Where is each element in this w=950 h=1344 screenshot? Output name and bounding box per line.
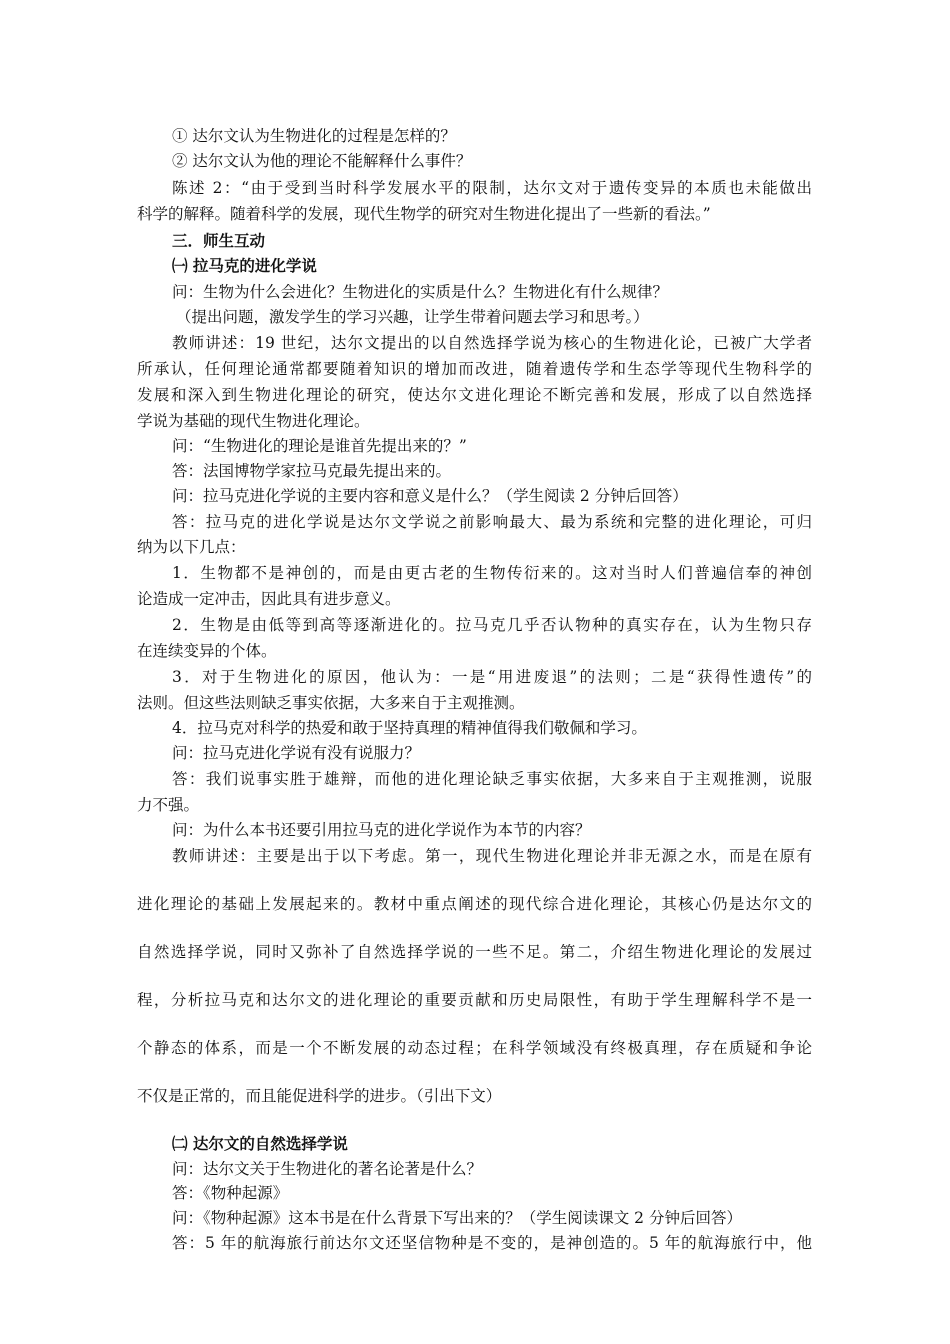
paragraph-line: 程，分析拉马克和达尔文的进化理论的重要贡献和历史局限性，有助于学生理解科学不是一 bbox=[137, 991, 812, 1009]
paragraph-line: 问：“生物进化的理论是谁首先提出来的？” bbox=[172, 437, 467, 455]
paragraph-line: 力不强。 bbox=[137, 796, 200, 814]
paragraph-line: 答：《物种起源》 bbox=[172, 1184, 289, 1202]
subsection-heading-lamarck: ㈠ 拉马克的进化学说 bbox=[172, 256, 317, 275]
list-item-1-line-1: 1．生物都不是神创的，而是由更古老的生物传衍来的。这对当时人们普遍信奉的神创 bbox=[172, 564, 812, 582]
list-item-1-line-2: 论造成一定冲击，因此具有进步意义。 bbox=[137, 590, 401, 608]
paragraph-line: 问：达尔文关于生物进化的著名论著是什么？ bbox=[172, 1160, 483, 1178]
list-item-4: 4．拉马克对科学的热爱和敢于坚持真理的精神值得我们敬佩和学习。 bbox=[172, 719, 647, 737]
paragraph-line: 自然选择学说，同时又弥补了自然选择学说的一些不足。第二，介绍生物进化理论的发展过 bbox=[137, 943, 812, 961]
paragraph-line: 问：为什么本书还要引用拉马克的进化学说作为本节的内容？ bbox=[172, 821, 591, 839]
statement-2-line-2: 科学的解释。随着科学的发展，现代生物学的研究对生物进化提出了一些新的看法。” bbox=[137, 205, 711, 223]
paragraph-line: 进化理论的基础上发展起来的。教材中重点阐述的现代综合进化理论，其核心仍是达尔文的 bbox=[137, 895, 812, 913]
paragraph-line: （提出问题，激发学生的学习兴趣，让学生带着问题去学习和思考。） bbox=[176, 308, 649, 326]
paragraph-line: 学说为基础的现代生物进化理论。 bbox=[137, 412, 370, 430]
question-item-2: ② 达尔文认为他的理论不能解释什么事件？ bbox=[172, 152, 472, 170]
paragraph-line: 答：我们说事实胜于雄辩，而他的进化理论缺乏事实依据，大多来自于主观推测，说服 bbox=[172, 770, 812, 788]
list-item-3-line-1: 3．对于生物进化的原因，他认为：一是“用进废退”的法则；二是“获得性遗传”的 bbox=[172, 668, 812, 686]
paragraph-line: 答：法国博物学家拉马克最先提出来的。 bbox=[172, 462, 452, 480]
subsection-heading-darwin: ㈡ 达尔文的自然选择学说 bbox=[172, 1134, 348, 1153]
paragraph-line: 个静态的体系，而是一个不断发展的动态过程；在科学领域没有终极真理，存在质疑和争论 bbox=[137, 1039, 812, 1057]
section-heading-interaction: 三．师生互动 bbox=[172, 231, 266, 250]
paragraph-line: 教师讲述：19 世纪，达尔文提出的以自然选择学说为核心的生物进化论，已被广大学者 bbox=[172, 334, 812, 352]
list-item-3-line-2: 法则。但这些法则缺乏事实依据，大多来自于主观推测。 bbox=[137, 694, 525, 712]
paragraph-line: 发展和深入到生物进化理论的研究，使达尔文进化理论不断完善和发展，形成了以自然选择 bbox=[137, 386, 812, 404]
paragraph-line: 教师讲述：主要是出于以下考虑。第一，现代生物进化理论并非无源之水，而是在原有 bbox=[172, 847, 812, 865]
list-item-2-line-1: 2．生物是由低等到高等逐渐进化的。拉马克几乎否认物种的真实存在，认为生物只存 bbox=[172, 616, 812, 634]
paragraph-line: 问：生物为什么会进化？生物进化的实质是什么？生物进化有什么规律？ bbox=[172, 283, 669, 301]
paragraph-line: 问：拉马克进化学说的主要内容和意义是什么？（学生阅读 2 分钟后回答） bbox=[172, 487, 688, 505]
paragraph-line: 问：拉马克进化学说有没有说服力？ bbox=[172, 744, 421, 762]
paragraph-line: 答：拉马克的进化学说是达尔文学说之前影响最大、最为系统和完整的进化理论，可归 bbox=[172, 513, 812, 531]
paragraph-line: 答：5 年的航海旅行前达尔文还坚信物种是不变的，是神创造的。5 年的航海旅行中，他 bbox=[172, 1234, 812, 1252]
list-item-2-line-2: 在连续变异的个体。 bbox=[137, 642, 277, 660]
paragraph-line: 问：《物种起源》这本书是在什么背景下写出来的？（学生阅读课文 2 分钟后回答） bbox=[172, 1209, 742, 1227]
paragraph-line: 纳为以下几点： bbox=[137, 538, 246, 556]
statement-2-line-1: 陈述 2：“由于受到当时科学发展水平的限制，达尔文对于遗传变异的本质也未能做出 bbox=[172, 179, 812, 197]
paragraph-line: 不仅是正常的，而且能促进科学的进步。（引出下文） bbox=[137, 1087, 502, 1105]
paragraph-line: 所承认，任何理论通常都要随着知识的增加而改进，随着遗传学和生态学等现代生物科学的 bbox=[137, 360, 812, 378]
question-item-1: ① 达尔文认为生物进化的过程是怎样的？ bbox=[172, 127, 456, 145]
